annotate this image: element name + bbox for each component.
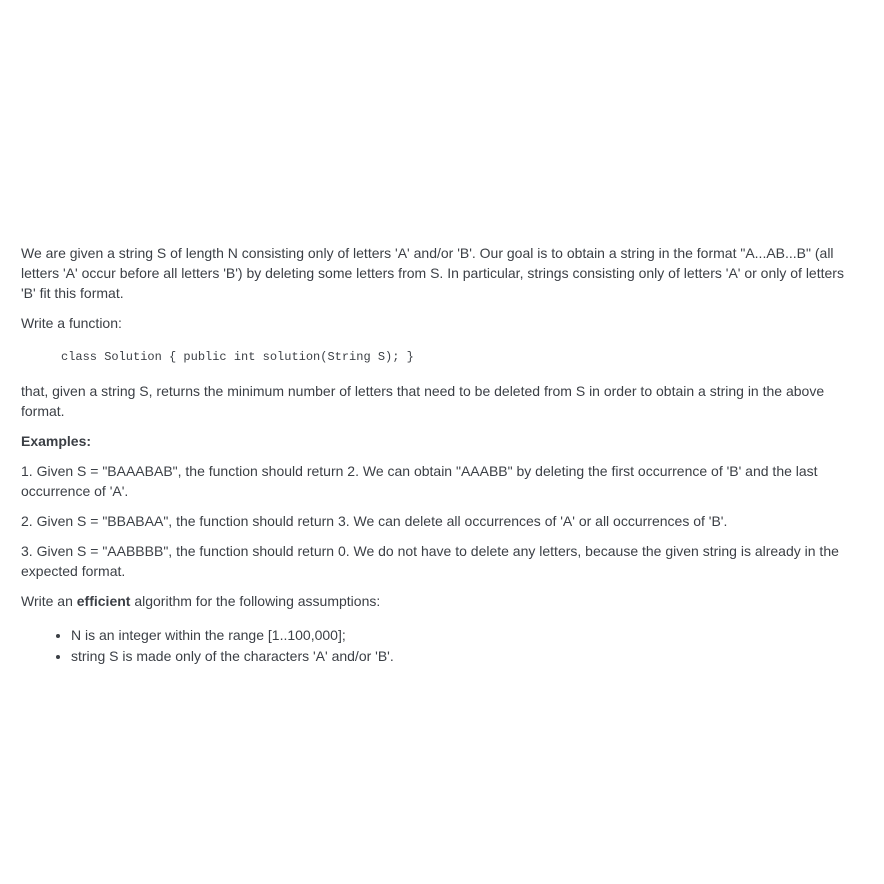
assumptions-suffix: algorithm for the following assumptions: (130, 593, 381, 609)
assumptions-list (21, 625, 853, 667)
task-description: that, given a string S, returns the minimum number of letters that need to be deleted from S in order to obtain a string in the above format. (21, 383, 825, 419)
problem-statement (21, 243, 853, 667)
assumption-item: • string S is made only of the characters 'A' and/or 'B'. (71, 646, 853, 667)
assumptions-intro (21, 591, 853, 611)
efficient-emphasis: efficient (76, 593, 131, 609)
example-1: 1. Given S = "BAAABAB", the function should return 2. We can obtain "AAABB" by deleting the first occurrence of 'B' and the last occurrence of 'A'. (21, 463, 818, 499)
assumption-item: • N is an integer within the range [1..100,000]; (71, 625, 853, 646)
write-function-text: Write a function: (21, 315, 122, 331)
function-signature: class Solution { public int solution(String S); } (61, 350, 414, 364)
example-3: 3. Given S = "AABBBB", the function should return 0. We do not have to delete any letters, because the given string is already in the expected format. (21, 543, 839, 579)
examples-heading: Examples: (21, 433, 92, 449)
problem-intro: We are given a string S of length N consisting only of letters 'A' and/or 'B'. Our goal is to obtain a string in the format "A...AB...B" (all letters 'A' occur before all letters 'B') by deleting some letters from S. In particular, strings consisting only of letters 'A' or only of letters 'B' fit this format. (21, 245, 844, 301)
assumptions-prefix: Write an (21, 593, 77, 609)
example-2: 2. Given S = "BBABAA", the function should return 3. We can delete all occurrences of 'A' or all occurrences of 'B'. (21, 513, 728, 529)
